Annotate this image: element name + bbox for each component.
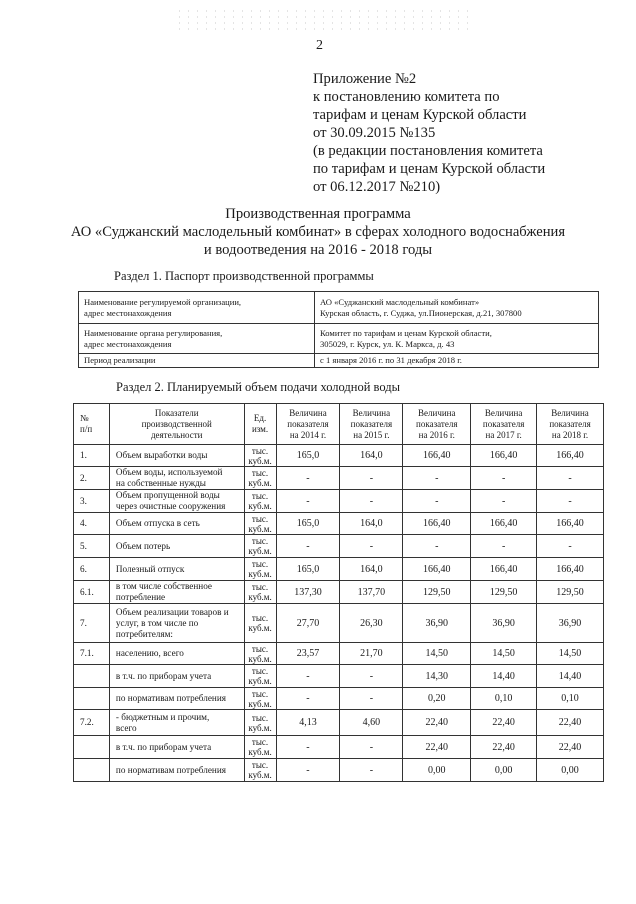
value-2017: 22,40 [471, 736, 537, 759]
row-unit: тыс. куб.м. [244, 688, 276, 710]
scan-noise [175, 8, 475, 30]
value-2014: 165,0 [276, 445, 340, 467]
row-indicator: - бюджетным и прочим, всего [109, 710, 244, 736]
value-2018: 36,90 [537, 604, 604, 643]
row-unit: тыс. куб.м. [244, 643, 276, 665]
passport-label: Период реализации [79, 354, 315, 368]
passport-value: Комитет по тарифам и ценам Курской области, 305029, г. Курск, ул. К. Маркса, д. 43 [315, 324, 599, 354]
document-title [0, 205, 636, 259]
row-unit: тыс. куб.м. [244, 759, 276, 782]
header-unit: Ед. изм. [244, 404, 276, 445]
value-2016: - [403, 535, 471, 558]
appendix-line: Приложение №2 [313, 71, 417, 87]
row-indicator: Объем реализации товаров и услуг, в том числе по потребителям: [109, 604, 244, 643]
row-indicator: Полезный отпуск [109, 558, 244, 581]
value-2015: 164,0 [340, 558, 403, 581]
row-indicator: Объем выработки воды [109, 445, 244, 467]
value-2016: 22,40 [403, 736, 471, 759]
row-indicator: Объем отпуска в сеть [109, 513, 244, 535]
value-2015: 137,70 [340, 581, 403, 604]
row-indicator: Объем потерь [109, 535, 244, 558]
row-unit: тыс. куб.м. [244, 535, 276, 558]
row-unit: тыс. куб.м. [244, 467, 276, 490]
appendix-line: (в редакции постановления комитета [313, 143, 543, 159]
value-2017: - [471, 535, 537, 558]
value-2017: 166,40 [471, 513, 537, 535]
row-number: 1. [74, 445, 110, 467]
value-2014: - [276, 759, 340, 782]
table-row [74, 445, 604, 467]
value-2017: 36,90 [471, 604, 537, 643]
row-number: 6.1. [74, 581, 110, 604]
value-2016: 14,50 [403, 643, 471, 665]
value-2015: 26,30 [340, 604, 403, 643]
table-header-row [74, 404, 604, 445]
value-2016: 129,50 [403, 581, 471, 604]
row-number [74, 688, 110, 710]
table-row [74, 688, 604, 710]
passport-value: АО «Суджанский маслодельный комбинат» Курская область, г. Суджа, ул.Пионерская, д.21, 307800 [315, 292, 599, 324]
appendix-line: по тарифам и ценам Курской области [313, 161, 546, 177]
row-indicator: Объем воды, используемой на собственные нужды [109, 467, 244, 490]
value-2014: - [276, 688, 340, 710]
value-2015: - [340, 467, 403, 490]
value-2017: 0,00 [471, 759, 537, 782]
value-2018: 166,40 [537, 513, 604, 535]
passport-label: Наименование органа регулирования, адрес местонахождения [79, 324, 315, 354]
value-2015: 164,0 [340, 445, 403, 467]
value-2016: - [403, 467, 471, 490]
row-unit: тыс. куб.м. [244, 558, 276, 581]
row-unit: тыс. куб.м. [244, 513, 276, 535]
value-2017: 22,40 [471, 710, 537, 736]
section2-heading: Раздел 2. Планируемый объем подачи холодной воды [116, 380, 401, 394]
value-2014: - [276, 535, 340, 558]
value-2014: - [276, 467, 340, 490]
value-2014: 4,13 [276, 710, 340, 736]
table-row [74, 513, 604, 535]
value-2014: 23,57 [276, 643, 340, 665]
value-2015: - [340, 688, 403, 710]
water-volume-table [73, 403, 604, 782]
value-2015: - [340, 490, 403, 513]
row-indicator: по нормативам потребления [109, 759, 244, 782]
value-2018: 129,50 [537, 581, 604, 604]
passport-table [78, 291, 599, 368]
value-2015: 21,70 [340, 643, 403, 665]
row-indicator: в т.ч. по приборам учета [109, 665, 244, 688]
value-2015: - [340, 736, 403, 759]
table-row [74, 665, 604, 688]
value-2018: 166,40 [537, 445, 604, 467]
row-number [74, 665, 110, 688]
table-row [74, 736, 604, 759]
row-unit: тыс. куб.м. [244, 604, 276, 643]
value-2016: 166,40 [403, 445, 471, 467]
row-unit: тыс. куб.м. [244, 490, 276, 513]
appendix-line: от 06.12.2017 №210) [313, 179, 441, 195]
row-unit: тыс. куб.м. [244, 736, 276, 759]
value-2016: 14,30 [403, 665, 471, 688]
value-2018: - [537, 490, 604, 513]
value-2016: 22,40 [403, 710, 471, 736]
table-row [74, 710, 604, 736]
value-2016: 0,00 [403, 759, 471, 782]
value-2015: - [340, 665, 403, 688]
value-2015: - [340, 535, 403, 558]
passport-row [79, 324, 599, 354]
value-2014: - [276, 665, 340, 688]
passport-label: Наименование регулируемой организации, адрес местонахождения [79, 292, 315, 324]
value-2016: 36,90 [403, 604, 471, 643]
table-row [74, 535, 604, 558]
value-2016: 166,40 [403, 513, 471, 535]
value-2018: 22,40 [537, 736, 604, 759]
value-2018: 0,00 [537, 759, 604, 782]
row-indicator: населению, всего [109, 643, 244, 665]
row-unit: тыс. куб.м. [244, 445, 276, 467]
value-2016: 0,20 [403, 688, 471, 710]
value-2014: 165,0 [276, 558, 340, 581]
value-2018: 14,40 [537, 665, 604, 688]
row-unit: тыс. куб.м. [244, 710, 276, 736]
value-2014: - [276, 736, 340, 759]
row-unit: тыс. куб.м. [244, 581, 276, 604]
value-2017: 14,40 [471, 665, 537, 688]
value-2014: 165,0 [276, 513, 340, 535]
value-2018: - [537, 535, 604, 558]
row-number [74, 759, 110, 782]
row-number: 2. [74, 467, 110, 490]
row-number: 7.2. [74, 710, 110, 736]
section1-heading: Раздел 1. Паспорт производственной программы [114, 269, 374, 283]
table-row [74, 604, 604, 643]
row-number: 7. [74, 604, 110, 643]
value-2017: 0,10 [471, 688, 537, 710]
row-number [74, 736, 110, 759]
appendix-line: к постановлению комитета по [313, 89, 500, 105]
appendix-line: тарифам и ценам Курской области [313, 107, 527, 123]
value-2015: 4,60 [340, 710, 403, 736]
value-2018: 22,40 [537, 710, 604, 736]
row-number: 3. [74, 490, 110, 513]
value-2014: 27,70 [276, 604, 340, 643]
header-2016: Величина показателя на 2016 г. [403, 404, 471, 445]
value-2014: 137,30 [276, 581, 340, 604]
title-line: Производственная программа [225, 206, 411, 222]
header-2015: Величина показателя на 2015 г. [340, 404, 403, 445]
row-number: 6. [74, 558, 110, 581]
value-2015: 164,0 [340, 513, 403, 535]
header-no: № п/п [74, 404, 110, 445]
table-row [74, 759, 604, 782]
table-row [74, 643, 604, 665]
value-2017: - [471, 490, 537, 513]
value-2017: 129,50 [471, 581, 537, 604]
row-indicator: в т.ч. по приборам учета [109, 736, 244, 759]
appendix-note [313, 70, 545, 196]
table-row [74, 558, 604, 581]
value-2017: 166,40 [471, 558, 537, 581]
value-2016: - [403, 490, 471, 513]
header-2017: Величина показателя на 2017 г. [471, 404, 537, 445]
value-2018: - [537, 467, 604, 490]
title-line: и водоотведения на 2016 - 2018 годы [203, 242, 433, 258]
value-2014: - [276, 490, 340, 513]
row-indicator: по нормативам потребления [109, 688, 244, 710]
row-number: 7.1. [74, 643, 110, 665]
passport-row [79, 354, 599, 368]
value-2018: 14,50 [537, 643, 604, 665]
table-row [74, 490, 604, 513]
value-2017: - [471, 467, 537, 490]
row-indicator: Объем пропущенной воды через очистные сооружения [109, 490, 244, 513]
value-2018: 0,10 [537, 688, 604, 710]
passport-value: с 1 января 2016 г. по 31 декабря 2018 г. [315, 354, 599, 368]
value-2018: 166,40 [537, 558, 604, 581]
page-number: 2 [316, 38, 323, 53]
title-line: АО «Суджанский маслодельный комбинат» в сферах холодного водоснабжения [70, 224, 566, 240]
row-unit: тыс. куб.м. [244, 665, 276, 688]
row-indicator: в том числе собственное потребление [109, 581, 244, 604]
table-row [74, 581, 604, 604]
value-2016: 166,40 [403, 558, 471, 581]
passport-row [79, 292, 599, 324]
table-row [74, 467, 604, 490]
header-2018: Величина показателя на 2018 г. [537, 404, 604, 445]
value-2017: 14,50 [471, 643, 537, 665]
value-2017: 166,40 [471, 445, 537, 467]
row-number: 4. [74, 513, 110, 535]
appendix-line: от 30.09.2015 №135 [313, 125, 436, 141]
header-2014: Величина показателя на 2014 г. [276, 404, 340, 445]
value-2015: - [340, 759, 403, 782]
header-indicator: Показатели производственной деятельности [109, 404, 244, 445]
row-number: 5. [74, 535, 110, 558]
